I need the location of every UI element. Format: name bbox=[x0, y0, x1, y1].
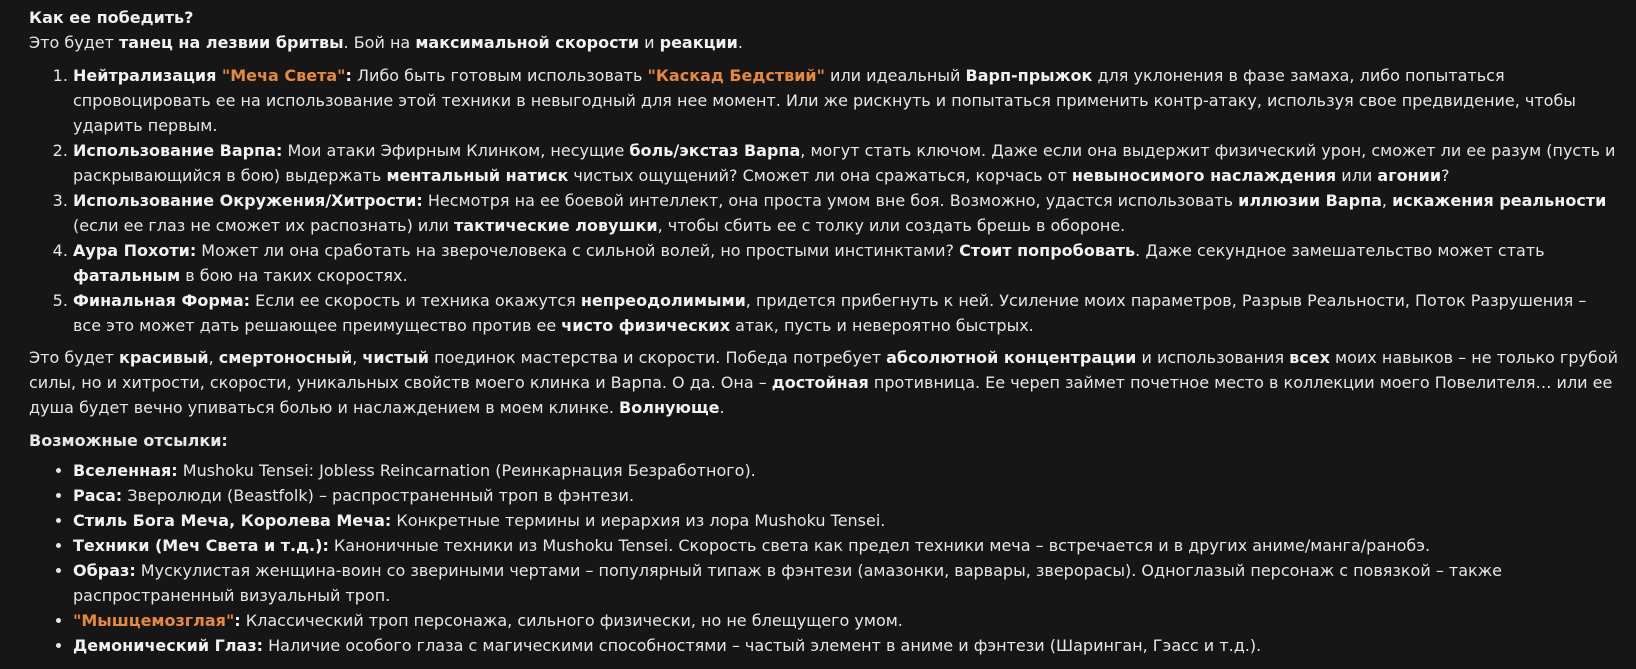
reference-item bbox=[73, 483, 1619, 508]
bold-text: невыносимого наслаждения bbox=[1071, 166, 1337, 185]
text: Это будет bbox=[29, 348, 120, 367]
bold-text: Использование Окружения/Хитрости: bbox=[73, 191, 423, 210]
bold-text: достойная bbox=[771, 373, 869, 392]
text: . Бой на bbox=[343, 33, 416, 52]
text: и bbox=[639, 33, 660, 52]
bold-text: чистый bbox=[362, 348, 430, 367]
bold-text: всех bbox=[1289, 348, 1330, 367]
text: Либо быть готовым использовать bbox=[351, 66, 648, 85]
text: , могут стать ключом. Даже если она выдержит физический урон, сможет ли ее разум (пусть и раскрывающийся в бою) выдержать bbox=[73, 141, 1616, 185]
reference-item bbox=[73, 558, 1619, 608]
bold-text: непреодолимыми bbox=[580, 291, 746, 310]
text: или идеальный bbox=[824, 66, 966, 85]
bold-text: Вселенная: bbox=[73, 461, 178, 480]
tactics-list bbox=[29, 63, 1619, 338]
text: или bbox=[1336, 166, 1378, 185]
reference-item bbox=[73, 608, 1619, 633]
text: . Даже секундное замешательство может стать bbox=[1135, 241, 1545, 260]
reference-item bbox=[73, 533, 1619, 558]
tactic-item bbox=[73, 238, 1619, 288]
text: Каноничные техники из Mushoku Tensei. Скорость света как предел техники меча – встречается и в других аниме/манга/ранобэ. bbox=[328, 536, 1431, 555]
text: моих навыков – не только грубой силы, но и хитрости, скорости, уникальных свойств моего клинка и Варпа. О да. Она – bbox=[29, 348, 1619, 392]
text: для уклонения в фазе замаха, либо попытаться спровоцировать ее на использование этой техники в невыгодный для нее момент. Или же рискнуть и попытаться применить контр-атаку, используя свое предвидение, чтобы ударить первым. bbox=[73, 66, 1576, 135]
text: Может ли она сработать на зверочеловека с сильной волей, но простыми инстинктами? bbox=[196, 241, 960, 260]
reference-item bbox=[73, 633, 1619, 658]
bold-text: Образ: bbox=[73, 561, 136, 580]
text: . bbox=[737, 33, 743, 52]
bold-text: красивый bbox=[119, 348, 209, 367]
text: противница. Ее череп займет почетное место в коллекции моего Повелителя… или ее душа будет вечно упиваться болью и наслаждением в моем клинке. bbox=[29, 373, 1613, 417]
bold-text: максимальной скорости bbox=[415, 33, 640, 52]
text: Зверолюди (Beastfolk) – распространенный троп в фэнтези. bbox=[122, 486, 635, 505]
bold-text: смертоносный bbox=[218, 348, 353, 367]
accent-text: "Мышцемозглая" bbox=[73, 611, 235, 630]
text: ? bbox=[1441, 166, 1450, 185]
text: поединок мастерства и скорости. Победа потребует bbox=[429, 348, 887, 367]
summary-paragraph bbox=[29, 345, 1619, 420]
section-heading-references: Возможные отсылки: bbox=[29, 431, 228, 450]
text: Конкретные термины и иерархия из лора Mushoku Tensei. bbox=[391, 511, 886, 530]
text: , bbox=[208, 348, 219, 367]
bold-text: тактические ловушки bbox=[454, 216, 658, 235]
bold-text: Стиль Бога Меча, Королева Меча: bbox=[73, 511, 392, 530]
bold-text: искажения реальности bbox=[1392, 191, 1607, 210]
text: Это будет bbox=[29, 33, 120, 52]
bold-text: : bbox=[234, 611, 241, 630]
tactic-item bbox=[73, 288, 1619, 338]
bold-text: боль/экстаз Варпа bbox=[629, 141, 801, 160]
bold-text: Техники (Меч Света и т.д.): bbox=[73, 536, 329, 555]
bold-text: танец на лезвии бритвы bbox=[119, 33, 344, 52]
bold-text: ментальный натиск bbox=[386, 166, 569, 185]
section-heading-how-to-win: Как ее победить? bbox=[29, 8, 194, 27]
bold-text: агонии bbox=[1377, 166, 1442, 185]
text: , чтобы сбить ее с толку или создать брешь в обороне. bbox=[657, 216, 1126, 235]
text: . bbox=[719, 398, 725, 417]
accent-text: "Каскад Бедствий" bbox=[647, 66, 825, 85]
text: , bbox=[1381, 191, 1393, 210]
bold-text: абсолютной концентрации bbox=[886, 348, 1137, 367]
text: , придется прибегнуть к ней. Усиление моих параметров, Разрыв Реальности, Поток Разрушения – все это может дать решающее преимущество против ее bbox=[73, 291, 1587, 335]
tactic-item bbox=[73, 138, 1619, 188]
text: Mushoku Tensei: Jobless Reincarnation (Реинкарнация Безработного). bbox=[177, 461, 756, 480]
bold-text: Стоит попробовать bbox=[959, 241, 1136, 260]
text: Если ее скорость и техника окажутся bbox=[250, 291, 581, 310]
bold-text: Аура Похоти: bbox=[73, 241, 197, 260]
bold-text: Варп-прыжок bbox=[965, 66, 1093, 85]
bold-text: Финальная Форма: bbox=[73, 291, 251, 310]
intro-paragraph bbox=[29, 30, 1619, 55]
text: Несмотря на ее боевой интеллект, она проста умом вне боя. Возможно, удастся использовать bbox=[422, 191, 1239, 210]
message-content bbox=[29, 5, 1619, 665]
bold-text: Раса: bbox=[73, 486, 123, 505]
tactic-item bbox=[73, 188, 1619, 238]
text: Мои атаки Эфирным Клинком, несущие bbox=[282, 141, 630, 160]
references-list bbox=[29, 458, 1619, 658]
text: и использования bbox=[1136, 348, 1290, 367]
bold-text: Волнующе bbox=[619, 398, 720, 417]
text: (если ее глаз не сможет их распознать) или bbox=[73, 216, 455, 235]
tactic-item bbox=[73, 63, 1619, 138]
text: чистых ощущений? Сможет ли она сражаться, корчась от bbox=[568, 166, 1072, 185]
text: Наличие особого глаза с магическими способностями – частый элемент в аниме и фэнтези (Шаринган, Гэасс и т.д.). bbox=[263, 636, 1262, 655]
text: атак, пусть и невероятно быстрых. bbox=[730, 316, 1034, 335]
bold-text: реакции bbox=[659, 33, 738, 52]
text: Классический троп персонажа, сильного физически, но не блещущего умом. bbox=[240, 611, 903, 630]
bold-text: фатальным bbox=[73, 266, 181, 285]
reference-item bbox=[73, 458, 1619, 483]
bold-text: иллюзии Варпа bbox=[1238, 191, 1382, 210]
bold-text: Использование Варпа: bbox=[73, 141, 283, 160]
text: , bbox=[352, 348, 363, 367]
reference-item bbox=[73, 508, 1619, 533]
bold-text: Демонический Глаз: bbox=[73, 636, 264, 655]
text: Мускулистая женщина-воин со звериными чертами – популярный типаж в фэнтези (амазонки, варвары, зверорасы). Одноглазый персонаж с повязкой – также распространенный визуальный троп. bbox=[73, 561, 1502, 605]
text: в бою на таких скоростях. bbox=[180, 266, 408, 285]
bold-text: : bbox=[345, 66, 352, 85]
bold-text: Нейтрализация bbox=[73, 66, 222, 85]
accent-text: "Меча Света" bbox=[221, 66, 346, 85]
bold-text: чисто физических bbox=[561, 316, 731, 335]
